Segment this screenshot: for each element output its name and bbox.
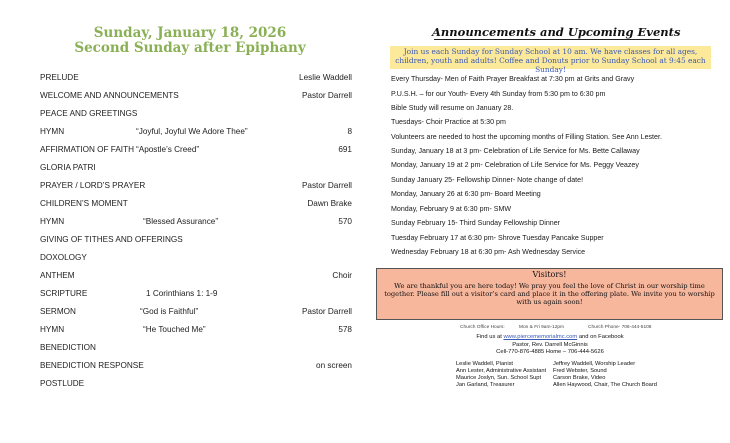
announcement-item: Every Thursday- Men of Faith Prayer Breakfast at 7:30 pm at Grits and Gravy <box>391 75 635 83</box>
order-item-leader: Choir <box>332 271 352 280</box>
order-item <box>40 217 352 231</box>
order-item-name: WELCOME AND ANNOUNCEMENTS <box>40 91 179 100</box>
announcement-item: Sunday January 25- Fellowship Dinner- Note change of date! <box>391 176 584 184</box>
order-item-leader: 8 <box>347 127 352 136</box>
find-us-prefix: Find us at <box>476 334 502 340</box>
order-item-name: HYMN <box>40 217 65 226</box>
staff-entry: Allen Haywood, Chair, The Church Board <box>553 382 657 388</box>
order-item <box>40 163 352 177</box>
order-item-name: PEACE AND GREETINGS <box>40 109 138 118</box>
order-item <box>40 307 352 321</box>
order-item <box>40 379 352 393</box>
order-item-name: PRELUDE <box>40 73 79 82</box>
staff-entry: Leslie Waddell, Pianist <box>456 361 514 367</box>
order-item-leader: Pastor Darrell <box>301 91 352 100</box>
announcement-item: Monday, February 9 at 6:30 pm- SMW <box>391 205 512 213</box>
announcement-item: Monday, January 26 at 6:30 pm- Board Meeting <box>391 190 541 198</box>
staff-entry: Jeffrey Waddell, Worship Leader <box>553 361 636 367</box>
staff-entry: Carson Brake, Video <box>553 375 606 381</box>
order-item-leader: Pastor Darrell <box>301 307 352 316</box>
order-item <box>40 361 352 375</box>
order-item <box>40 253 352 267</box>
office-hours: Mon & Fri 9am-12pm <box>519 325 565 330</box>
order-item-detail: “Blessed Assurance” <box>143 217 219 226</box>
announcement-item: Volunteers are needed to host the upcoming months of Filling Station. See Ann Lester. <box>391 133 662 141</box>
find-us-line <box>376 334 724 340</box>
order-item-name: CHILDREN’S MOMENT <box>40 199 128 208</box>
order-item-name: SERMON <box>40 307 76 316</box>
order-item-name: GLORIA PATRI <box>40 163 96 172</box>
announcement-item: Tuesday February 17 at 6:30 pm- Shrove Tuesday Pancake Supper <box>391 234 604 242</box>
order-item <box>40 127 352 141</box>
order-item-leader: 691 <box>338 145 352 154</box>
order-item <box>40 289 352 303</box>
announcement-item: Sunday February 15- Third Sunday Fellowship Dinner <box>391 219 561 227</box>
order-item <box>40 199 352 213</box>
order-item-name: HYMN <box>40 325 65 334</box>
order-item <box>40 73 352 87</box>
service-subtitle: Second Sunday after Epiphany <box>74 40 306 56</box>
service-date: Sunday, January 18, 2026 <box>93 25 287 41</box>
order-item-name: PRAYER / LORD’S PRAYER <box>40 181 146 190</box>
staff-entry: Maurice Joslyn, Sun. School Supt <box>456 375 542 381</box>
visitors-box <box>376 268 723 320</box>
staff-entry: Fred Webster, Sound <box>553 368 607 374</box>
sunday-school-notice: Join us each Sunday for Sunday School at 10 am. We have classes for all ages, children, youth and adults! Coffee and Donuts prior to Sunday School at 9:45 each Sunday! <box>390 46 711 69</box>
office-hours-label: Church Office Hours: <box>460 325 505 330</box>
order-item-leader: Pastor Darrell <box>301 181 352 190</box>
staff-entry: Ann Lester, Administrative Assistant <box>456 368 547 374</box>
order-item <box>40 325 352 339</box>
church-phone: Church Phone- 706-444-5108 <box>588 325 652 330</box>
announcement-item: Wednesday February 18 at 6:30 pm- Ash Wednesday Service <box>391 248 586 256</box>
order-item-leader: Dawn Brake <box>307 199 352 208</box>
order-item-leader: on screen <box>316 361 352 370</box>
order-item <box>40 235 352 249</box>
staff-entry: Jan Garland, Treasurer <box>456 382 515 388</box>
order-item-name: AFFIRMATION OF FAITH <box>40 145 134 154</box>
website-link[interactable]: www.piercememorialmc.com <box>503 334 578 340</box>
order-item-name: DOXOLOGY <box>40 253 87 262</box>
visitors-message: We are thankful you are here today! We pray you feel the love of Christ in our worship time together. Please fill out a visitor’s card and place it in the offering plate. We invite you to worship with us again soon! <box>384 282 715 306</box>
order-item-name: HYMN <box>40 127 65 136</box>
pastor-line: Pastor, Rev. Darrell McGinnis <box>512 342 588 348</box>
staff-list-left <box>456 361 546 389</box>
order-item-leader: Leslie Waddell <box>299 73 352 82</box>
order-item <box>40 145 352 159</box>
order-item <box>40 343 352 357</box>
order-item <box>40 91 352 105</box>
order-item-name: GIVING OF TITHES AND OFFERINGS <box>40 235 183 244</box>
order-item-detail: 1 Corinthians 1: 1-9 <box>146 289 218 298</box>
announcement-item: Monday, January 19 at 2 pm- Celebration of Life Service for Ms. Peggy Veazey <box>391 161 639 169</box>
announcement-item: Bible Study will resume on January 28. <box>391 104 514 112</box>
announcement-item: Sunday, January 18 at 3 pm- Celebration of Life Service for Ms. Bette Callaway <box>391 147 640 155</box>
title-underline <box>434 39 660 40</box>
order-item-name: BENEDICTION RESPONSE <box>40 361 144 370</box>
pastor-phone: Cell-770-876-4885 Home – 706-444-5626 <box>496 349 604 355</box>
order-item-detail: “God is Faithful” <box>140 307 199 316</box>
order-item-name: BENEDICTION <box>40 343 96 352</box>
order-item-detail: “Apostle’s Creed” <box>136 145 200 154</box>
order-item <box>40 271 352 285</box>
announcement-item: Tuesdays- Choir Practice at 5:30 pm <box>391 118 506 126</box>
order-item-name: ANTHEM <box>40 271 75 280</box>
announcements-panel <box>376 0 726 443</box>
staff-list-right <box>553 361 657 389</box>
order-item-detail: “Joyful, Joyful We Adore Thee” <box>136 127 248 136</box>
find-us-suffix: and on Facebook <box>578 334 624 340</box>
visitors-title: Visitors! <box>532 270 567 279</box>
order-item-name: SCRIPTURE <box>40 289 88 298</box>
order-item-name: POSTLUDE <box>40 379 85 388</box>
order-item-detail: “He Touched Me” <box>143 325 206 334</box>
order-item-leader: 570 <box>338 217 352 226</box>
order-item <box>40 109 352 123</box>
announcement-item: P.U.S.H. – for our Youth- Every 4th Sunday from 5:30 pm to 6:30 pm <box>391 90 606 98</box>
order-item <box>40 181 352 195</box>
announcements-title: Announcements and Upcoming Events <box>432 25 681 39</box>
order-item-leader: 578 <box>338 325 352 334</box>
